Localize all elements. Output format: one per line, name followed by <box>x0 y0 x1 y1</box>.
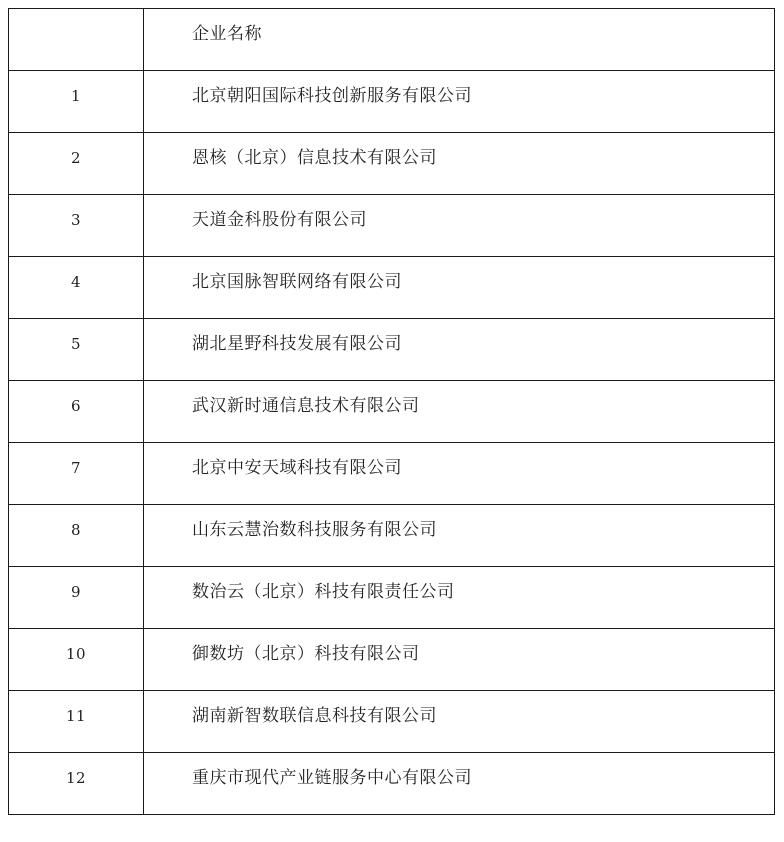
table-header-row <box>9 9 775 71</box>
row-index-cell <box>9 753 144 815</box>
row-index: 5 <box>70 335 82 353</box>
row-index: 10 <box>65 645 87 663</box>
row-index-cell <box>9 691 144 753</box>
row-index-cell <box>9 567 144 629</box>
table-row <box>9 195 775 257</box>
header-name-label: 企业名称 <box>192 24 262 44</box>
row-index: 1 <box>70 87 82 105</box>
row-index: 12 <box>65 769 87 787</box>
company-name: 重庆市现代产业链服务中心有限公司 <box>192 768 472 788</box>
row-name-cell <box>144 443 775 505</box>
row-index-cell <box>9 133 144 195</box>
header-index-cell <box>9 9 144 71</box>
row-index: 7 <box>70 459 82 477</box>
table-row <box>9 567 775 629</box>
company-name: 山东云慧治数科技服务有限公司 <box>192 520 437 540</box>
table-row <box>9 691 775 753</box>
company-name: 湖北星野科技发展有限公司 <box>192 334 402 354</box>
company-name: 数治云（北京）科技有限责任公司 <box>192 582 455 602</box>
row-index-cell <box>9 71 144 133</box>
row-name-cell <box>144 753 775 815</box>
company-name: 北京国脉智联网络有限公司 <box>192 272 402 292</box>
row-index: 4 <box>70 273 82 291</box>
row-index: 11 <box>65 707 87 725</box>
row-index-cell <box>9 443 144 505</box>
company-name: 恩核（北京）信息技术有限公司 <box>192 148 437 168</box>
table-row <box>9 319 775 381</box>
table-row <box>9 753 775 815</box>
row-index: 6 <box>70 397 82 415</box>
company-name: 天道金科股份有限公司 <box>192 210 367 230</box>
row-index-cell <box>9 505 144 567</box>
company-name: 御数坊（北京）科技有限公司 <box>192 644 420 664</box>
table-row <box>9 257 775 319</box>
table-row <box>9 381 775 443</box>
row-index: 2 <box>70 149 82 167</box>
row-index-cell <box>9 257 144 319</box>
row-name-cell <box>144 381 775 443</box>
table-row <box>9 443 775 505</box>
company-name: 北京朝阳国际科技创新服务有限公司 <box>192 86 472 106</box>
row-index: 8 <box>70 521 82 539</box>
row-name-cell <box>144 629 775 691</box>
row-index-cell <box>9 629 144 691</box>
row-index: 9 <box>70 583 82 601</box>
row-name-cell <box>144 567 775 629</box>
table-row <box>9 629 775 691</box>
table-row <box>9 133 775 195</box>
header-name-cell <box>144 9 775 71</box>
row-index-cell <box>9 381 144 443</box>
company-table <box>8 8 775 815</box>
row-index-cell <box>9 195 144 257</box>
row-index: 3 <box>70 211 82 229</box>
row-name-cell <box>144 691 775 753</box>
row-index-cell <box>9 319 144 381</box>
row-name-cell <box>144 319 775 381</box>
company-name: 北京中安天域科技有限公司 <box>192 458 402 478</box>
row-name-cell <box>144 133 775 195</box>
table-row <box>9 71 775 133</box>
row-name-cell <box>144 71 775 133</box>
company-name: 武汉新时通信息技术有限公司 <box>192 396 420 416</box>
table-row <box>9 505 775 567</box>
company-name: 湖南新智数联信息科技有限公司 <box>192 706 437 726</box>
row-name-cell <box>144 505 775 567</box>
row-name-cell <box>144 257 775 319</box>
row-name-cell <box>144 195 775 257</box>
